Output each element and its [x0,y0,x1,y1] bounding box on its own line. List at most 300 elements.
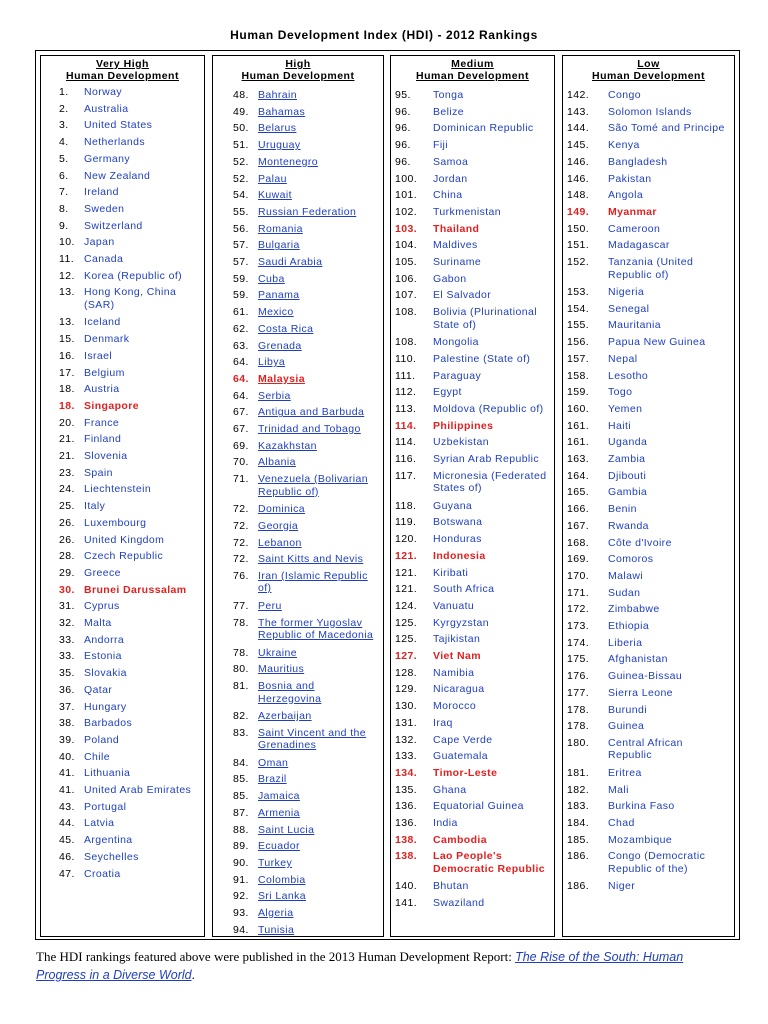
rank-number: 92. [233,890,249,903]
rank-number: 83. [233,726,249,739]
country-name-line: Herzegovina [258,692,322,705]
country-name-line: Armenia [258,806,300,819]
country-name[interactable] [258,790,300,803]
rank-number: 81. [233,680,249,692]
country-name[interactable] [258,189,292,202]
column-header-level: Medium [451,58,494,70]
rank-number: 158. [567,369,590,382]
rank-number: 111. [395,369,416,382]
rank-number: 167. [567,519,590,532]
country-name [433,156,468,169]
rank-number: 37. [59,700,75,713]
country-name-line: Panama [258,289,300,302]
country-name-line: Germany [84,152,130,165]
country-name [433,223,479,236]
country-name [84,286,176,311]
country-name-line: Guatemala [433,750,488,763]
country-name [433,767,497,780]
country-name-line: Seychelles [84,850,139,863]
rank-number: 164. [567,469,590,482]
column-header-level: Low [637,58,660,70]
country-name-line: Moldova (Republic of) [433,402,544,415]
country-name-line: Timor-Leste [433,766,498,779]
rank-number: 131. [395,716,418,729]
rank-number: 127. [395,650,418,662]
country-name-line: Brunei Darussalam [84,583,187,596]
rank-number: 183. [567,800,590,813]
country-name [84,868,121,881]
country-name [433,650,481,663]
country-name [84,767,130,780]
country-name [608,880,635,893]
rank-number: 33. [59,633,75,646]
country-name [608,620,649,633]
rank-number: 33. [59,650,75,663]
country-name [608,156,667,169]
rank-number: 43. [59,800,75,813]
country-name [608,834,672,847]
country-name-line: Gabon [433,272,467,285]
country-name-line: Norway [84,86,122,98]
country-name-line: Albania [258,456,296,469]
country-name[interactable] [258,924,294,937]
rank-number: 24. [59,483,75,496]
rank-number: 28. [59,550,75,563]
rank-number: 61. [233,306,249,319]
country-name [433,453,539,466]
country-name-line: Haiti [608,419,632,432]
country-name [433,336,479,349]
country-name [433,403,544,416]
rank-number: 44. [59,817,75,830]
country-name[interactable] [258,256,322,269]
country-name-line: Bahamas [258,105,306,118]
rank-number: 146. [567,172,590,185]
country-name-line: Switzerland [84,219,143,232]
country-name[interactable] [258,173,287,186]
country-name[interactable] [258,406,364,419]
rank-number: 67. [233,423,249,435]
country-name-line: Ukraine [258,646,297,659]
country-name [84,253,123,266]
rank-number: 118. [395,499,417,512]
country-name-line: Eritrea [608,766,642,779]
country-name [84,784,191,797]
rank-number: 178. [567,703,590,716]
country-name[interactable] [258,306,294,319]
country-name[interactable] [258,617,373,642]
country-name [84,817,114,830]
country-name [608,256,693,281]
country-name-line: Myanmar [608,205,657,218]
rank-number: 13. [59,286,75,299]
rank-number: 159. [567,386,590,399]
country-name [608,239,670,252]
country-name-line: Tajikistan [433,633,481,646]
country-name[interactable] [258,727,366,752]
country-name-line: Swaziland [433,897,485,910]
country-name-line: Peru [258,599,282,612]
country-name-line: Zambia [608,453,646,465]
rank-number: 174. [567,636,590,649]
country-name-line: Bosnia and [258,680,315,692]
country-name-line: Tonga [433,89,464,101]
rank-number: 110. [395,352,417,365]
country-name [84,333,129,346]
country-name [84,350,112,363]
country-name [433,353,530,366]
rank-number: 72. [233,536,249,549]
country-name[interactable] [258,273,285,286]
rank-number: 8. [59,202,69,215]
rank-number: 121. [395,566,418,579]
country-name[interactable] [258,122,296,135]
column-very-high [40,55,205,937]
rank-number: 112. [395,386,417,399]
country-name [608,687,673,700]
country-name [433,667,474,680]
rank-number: 93. [233,907,249,919]
rank-number: 136. [395,817,418,829]
country-name-line: Mexico [258,306,294,319]
rank-number: 95. [395,89,411,101]
country-name [84,634,124,647]
country-name-line: Saudi Arabia [258,256,323,268]
country-name [608,386,632,399]
rank-number: 114. [395,419,417,432]
country-name [433,106,464,119]
country-name[interactable] [258,289,300,302]
country-name-line: Sweden [84,202,125,215]
country-name-line: Bhutan [433,880,469,893]
country-name [84,417,119,430]
rank-number: 57. [233,256,249,268]
country-name [433,734,492,747]
country-name-line: Kyrgyzstan [433,616,489,629]
country-name-line: Bangladesh [608,155,668,168]
column-header [391,58,554,82]
country-name[interactable] [258,456,296,469]
country-name-line: Maldives [433,239,478,252]
country-name[interactable] [258,106,305,119]
rank-number: 50. [233,122,249,135]
country-name [608,603,660,616]
country-name-line: Iraq [433,716,453,729]
country-name-line: Uganda [608,436,648,449]
country-name [84,236,115,249]
country-name[interactable] [258,647,297,660]
rank-number: 129. [395,683,418,696]
country-name[interactable] [258,600,282,613]
country-name [84,567,121,580]
country-name[interactable] [258,156,318,169]
country-name-line: Mali [608,783,629,796]
country-name [608,470,646,483]
country-name-line: Uzbekistan [433,436,489,449]
column-header-level: Very High [96,58,149,70]
country-name [84,433,121,446]
country-name [433,617,489,630]
rank-number: 26. [59,516,75,529]
country-name-line: Fiji [433,139,449,152]
rank-number: 142. [567,89,590,101]
country-name [608,503,637,516]
country-name[interactable] [258,89,297,102]
rank-number: 138. [395,850,418,863]
country-name[interactable] [258,440,317,453]
rank-number: 5. [59,152,69,165]
rank-number: 121. [395,549,418,562]
rank-number: 171. [567,586,590,599]
country-name[interactable] [258,239,300,252]
rank-number: 163. [567,453,590,465]
rank-number: 186. [567,880,590,893]
rank-number: 121. [395,583,418,596]
country-name [84,467,113,480]
rank-number: 31. [59,600,75,613]
country-name [608,767,642,780]
country-name [433,139,448,152]
country-name-line: Republic of Macedonia [258,629,374,642]
rank-number: 11. [59,253,75,265]
country-name-line: Iceland [84,316,121,329]
country-name[interactable] [258,773,287,786]
country-name[interactable] [258,223,303,236]
rank-number: 72. [233,503,249,516]
country-name [608,587,640,600]
country-name-line: Belgium [84,366,125,379]
country-name [608,436,647,449]
country-name-line: Mozambique [608,833,673,846]
country-name-line: Libya [258,356,286,369]
country-name-line: Viet Nam [433,650,481,662]
country-name [433,206,501,219]
country-name-line: Indonesia [433,549,486,562]
country-name-line: Romania [258,222,303,235]
country-name-line: Honduras [433,533,482,546]
rank-number: 3. [59,119,69,132]
rank-number: 9. [59,219,69,232]
country-name [433,817,458,830]
rank-number: 91. [233,873,249,886]
country-name-line: Canada [84,253,124,265]
country-name [433,273,467,286]
country-name[interactable] [258,390,291,403]
rank-number: 76. [233,569,249,582]
rank-number: 102. [395,205,418,218]
country-name [608,173,651,186]
country-name-line: Chad [608,817,635,829]
country-name [433,800,524,813]
rank-number: 161. [567,436,590,449]
country-name [84,186,119,199]
rank-number: 120. [395,533,418,546]
country-name-line: Lebanon [258,536,302,549]
country-name-line: Ghana [433,783,467,796]
country-name [84,801,126,814]
country-name [84,684,112,697]
country-name [608,817,635,830]
country-name-line: Mauritania [608,319,662,332]
country-name[interactable] [258,206,356,219]
rank-number: 80. [233,663,249,676]
rank-number: 169. [567,553,590,566]
rank-number: 124. [395,599,418,612]
country-name [433,880,469,893]
rank-number: 56. [233,222,249,235]
country-name-line: Slovakia [84,667,127,680]
country-name [84,717,132,730]
report-link[interactable]: The Rise of the South: Human Progress in a Diverse World [36,950,684,982]
rank-number: 140. [395,880,418,893]
country-name-line: Sri Lanka [258,890,306,903]
country-name[interactable] [258,570,368,595]
country-name [84,153,130,166]
country-name[interactable] [258,840,300,853]
rank-number: 63. [233,339,249,352]
rank-number: 132. [395,733,418,746]
country-name-line: Belarus [258,122,297,135]
rank-number: 59. [233,272,249,285]
country-name [433,567,468,580]
country-name-line: Barbados [84,717,133,730]
country-name-line: Vanuatu [433,599,475,612]
rank-number: 49. [233,105,249,118]
country-name [84,734,119,747]
country-name [84,270,182,283]
country-name-line: Trinidad and Tobago [258,423,361,435]
country-name-line: Turkmenistan [433,205,502,218]
country-name [84,851,139,864]
rank-number: 144. [567,122,590,135]
country-name-line: Croatia [84,867,121,880]
country-name [433,850,545,875]
rank-number: 168. [567,536,590,549]
country-name-line: Denmark [84,333,130,346]
country-name-line: Papua New Guinea [608,336,706,349]
rank-number: 173. [567,620,590,632]
country-name[interactable] [258,907,293,920]
country-name[interactable] [258,680,321,705]
country-name [84,170,150,183]
country-name [433,306,537,331]
rank-number: 71. [233,473,249,486]
country-name [608,453,645,466]
rank-number: 181. [567,766,590,779]
country-name[interactable] [258,890,306,903]
country-name[interactable] [258,340,302,353]
country-name [608,553,653,566]
country-name-line: Czech Republic [84,550,164,563]
country-name-line: Lao People's [433,850,503,863]
rank-number: 20. [59,416,75,429]
rank-number: 78. [233,646,249,659]
rank-number: 89. [233,840,249,853]
country-name-line: Côte d'Ivoire [608,536,672,549]
rank-number: 13. [59,316,75,329]
country-name[interactable] [258,807,300,820]
country-name-line: Grenada [258,339,302,352]
country-name[interactable] [258,373,305,386]
country-name [84,517,146,530]
rank-number: 7. [59,186,69,199]
rank-number: 184. [567,817,590,829]
country-name[interactable] [258,553,363,566]
country-name [608,303,649,316]
country-name-line: of) [258,582,272,595]
rank-number: 108. [395,336,418,349]
country-name-line: Tunisia [258,923,295,936]
rank-number: 156. [567,336,590,349]
country-name[interactable] [258,663,304,676]
rank-number: 70. [233,456,249,469]
country-name[interactable] [258,537,302,550]
rank-number: 178. [567,720,590,733]
country-name-line: Nigeria [608,286,645,298]
rank-number: 59. [233,289,249,302]
country-name[interactable] [258,473,368,498]
country-name[interactable] [258,757,288,770]
country-name[interactable] [258,824,314,837]
country-name [84,650,122,663]
country-name[interactable] [258,874,306,887]
country-name-line: Morocco [433,700,477,713]
rank-number: 105. [395,256,418,268]
column-header-category: Human Development [241,70,355,82]
rank-number: 125. [395,616,418,629]
country-name [608,122,725,135]
country-name[interactable] [258,356,285,369]
country-name [608,420,631,433]
country-name-line: Nicaragua [433,683,485,696]
country-name-line: Republic of) [608,268,669,281]
country-name-line: Saint Lucia [258,823,315,836]
country-name-line: Afghanistan [608,653,668,666]
country-name[interactable] [258,520,298,533]
country-name-line: Austria [84,383,120,396]
country-name[interactable] [258,857,292,870]
rank-number: 21. [59,433,75,446]
country-name-line: Spain [84,466,113,479]
country-name[interactable] [258,323,313,336]
country-name[interactable] [258,139,301,152]
country-name-line: Jamaica [258,790,300,803]
column-header [41,58,204,82]
rank-number: 153. [567,286,590,298]
rank-number: 136. [395,800,418,813]
rank-number: 157. [567,352,590,365]
rank-number: 30. [59,583,75,596]
rank-number: 96. [395,155,411,168]
country-name [608,139,640,152]
country-name-line: Egypt [433,386,462,399]
country-name [84,400,139,413]
country-name[interactable] [258,710,312,723]
country-name[interactable] [258,423,361,436]
rank-number: 161. [567,419,590,432]
country-name-line: Cuba [258,272,285,285]
country-name[interactable] [258,503,305,516]
country-name-line: United Kingdom [84,533,165,546]
rank-number: 149. [567,205,590,218]
rank-number: 85. [233,790,249,803]
country-name [608,570,643,583]
country-name [608,223,660,236]
rank-number: 152. [567,256,590,268]
country-name-line: Montenegro [258,155,319,168]
country-name-line: Senegal [608,302,650,315]
country-name [433,897,484,910]
